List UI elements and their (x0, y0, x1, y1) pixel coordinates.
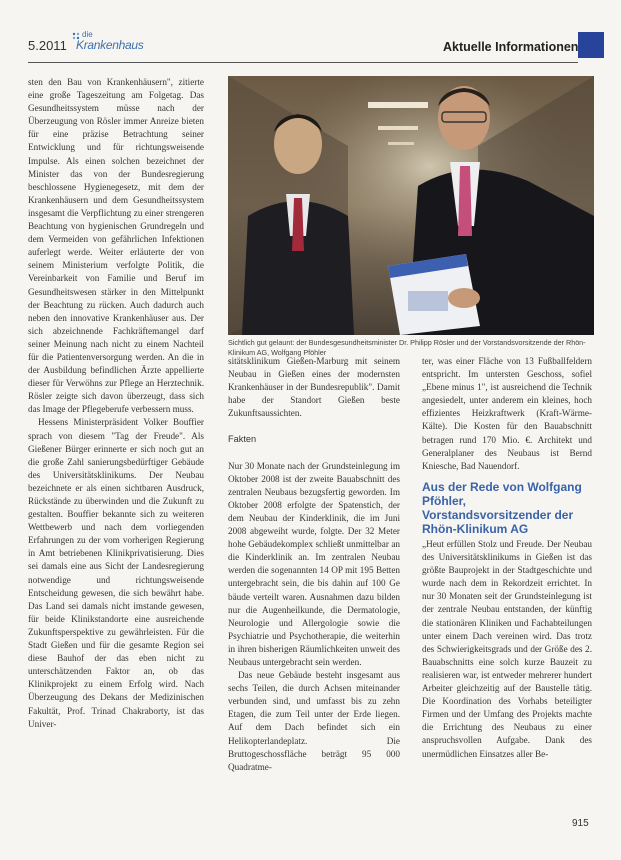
header-divider (28, 62, 578, 63)
paragraph: ter, was einer Fläche von 13 Fußballfeldern entspricht. Im untersten Geschoss, sofiel „Ebene minus 1", ist ausreichend die Technik angesiedelt, unter anderem ein kleines, hoch effizientes Heizkraftwerk (Kraft-Wärme-Kälte). Die Kosten für den Bauabschnitt betragen rund 170 Mio. €. Architekt und Generalplaner des Neubaus ist Bernd Kniesche, Bad Nauendorf. (422, 356, 592, 471)
section-title: Aktuelle Informationen (443, 40, 579, 54)
issue-date: 5.2011 (28, 38, 67, 53)
logo-wordmark: Krankenhaus (76, 38, 144, 52)
paragraph: sten den Bau von Krankenhäusern", zitierte eine große Tageszeitung am Folgetag. Das Gesundheitssystem müsse nach der Überzeugung von Rösler immer Anreize bieten für eine präzise Betrachtung seiner Entwicklung und für richtungsweisende Impulse. Als einen solchen bezeichnet der Minister das von der Bundesregierung beschlossene Hygienegesetz, mit dem der Krankenhäusern und dem Gesundheitssystem insgesamt die Verpflichtung zu einer strengeren Beachtung von hygienischen Grundregeln und dem Vermeiden von gefährlichen Infektionen auferlegt werde. Weiter erläuterte der von seinem Ministerium verfolgte Politik, die Vereinbarkeit von Familie und Beruf im Gesundheitswesen stärker in den Mittelpunkt der Beachtung zu rücken. Auch dadurch auch neben den innovative Krankenhäuser aus. Der sich abzeichnende Fachkräftemangel darf seiner Meinung nach nicht zu einem Nachteil für die Patientenversorgung werden. An die in der Ausbildung befindlichen Ärzte appellierte dieser für Verwöhns zur Pflege an Herztechnik. Rösler zeigte sich davon überzeugt, dass sich das Image der Pflegeberufe verbessern muss. (28, 77, 204, 415)
magazine-logo (68, 30, 144, 60)
page-number: 915 (572, 818, 589, 829)
photo-illustration (228, 76, 594, 335)
paragraph: Das neue Gebäude besteht insgesamt aus sechs Teilen, die durch Achsen miteinander verbunden sind, und umfasst bis zu zehn Etagen, die zum Teil unter der Erde liegen. Auf dem Dach befindet sich ein Helikopterlandeplatz. Die Bruttogeschossfläche beträgt 95 000 Quadratme- (228, 670, 400, 772)
paragraph: Nur 30 Monate nach der Grundsteinlegung im Oktober 2008 ist der zweite Bauabschnitt des zentralen Neubaus bezugsfertig geworden. Im Oktober 2008 erfolgte der Spatenstich, der dem Neubau der Kinderklinik, die im Juni 2008 abgeweiht wurde, folgte. Der 32 Meter hohe Gebäudekomplex schließt unmittelbar an die Kinderklinik an. Im zentralen Neubau werden die sogenannten 14 OP mit 195 Betten untergebracht sein, die bis dahin auf 100 Ge bäude verteilt waren. Ausnahmen dazu bilden nur die Augenheilkunde, die Dermatologie, Neurologie und Allergologie sowie die Psychiatrie und Psychotherapie, die weiterhin in ihren bisherigen Räumlichkeiten unweit des Neubaus untergebracht sein werden. (228, 460, 400, 667)
text-column-1 (28, 76, 204, 834)
text-column-2 (228, 355, 400, 834)
paragraph: sitätsklinikum Gießen-Marburg mit seinem Neubau in Gießen eines der modernsten Krankenhäuser in der Bundesrepublik". Damit habe der Standort Gießen beste Zukunftsaussichten. (228, 356, 400, 419)
article-photo (228, 76, 594, 335)
text-column-3 (422, 355, 592, 475)
speech-heading: Aus der Rede von Wolfgang Pföhler, Vorstandsvorsitzender der Rhön-Klinikum AG (422, 480, 582, 536)
paragraph: „Heut erfüllen Stolz und Freude. Der Neubau des Universitätsklinikums in Gießen ist das größte Bauprojekt in der Stadtgeschichte und wurde nach dem in Rekordzeit errichtet. In nur 30 Monaten seit der Grundsteinlegung ist der zentrale Neubau entstanden, der künftig die stationären Kliniken und Fachabteilungen unter einem Dach vereinen wird. Das trotz des Schwierigkeitsgrads und der Größe des 2. Bauabschnitts eine solch kurze Bauzeit zu realisieren war, ist entweder mehrerer hundert Arbeiter gleichzeitig auf der Baustelle tätig. Die Koordination des Vorhabs beteiligter Firmen und der Umfang des Projekts machte die Errichtung des Neubaus zu einer anspruchsvollen Aufgabe. Dank des unermüdlichen Einsatzes aller Be- (422, 539, 592, 759)
text-column-3-continued (422, 538, 592, 834)
logo-prefix: die (82, 30, 93, 39)
paragraph: Hessens Ministerpräsident Volker Bouffier sprach von diesem "Tag der Freude". Als Gießener Bürger erinnerte er sich noch gut an die große Zahl sanierungsbedürftiger Gebäude des Universitätsklinikums. Der Neubau bezeichnete er als einen sichtbaren Ausdruck, Rückstände zu überwinden und die Zukunft zu gestalten. Bouffier bekannte sich zu weiteren Wettbewerb und nach dem vorliegenden Erfahrungen zu der vom vorherigen Regierung in Amt betriebenen Klinikprivatisierung. Dies sei damals eine aus Sicht der Landesregierung notwendige und richtungsweisende Entscheidung gewesen, die sich bewährt habe. Das Land sei damals nicht imstande gewesen, für beide Klinikstandorte eine ausreichende Zukunftsperspektive zu gewährleisten. Für die Stadt Gießen und für die gesamte Region sei diese Bauhof der das eben nicht zu unterschätzenden Faktor an, ob das Klinikprojekt zu einem Erfolg wird. Nach Überzeugung des Dekans der Medizinischen Fakultät, Prof. Trinad Chakraborty, ist das Univer- (28, 417, 204, 729)
section-marker (578, 32, 604, 58)
photo-caption: Sichtlich gut gelaunt: der Bundesgesundheitsminister Dr. Philipp Rösler und der Vorstandsvorsitzende der Rhön-Klinikum AG, Wolfgang Pföhler (228, 338, 586, 357)
subheading-facts: Fakten (228, 434, 257, 445)
